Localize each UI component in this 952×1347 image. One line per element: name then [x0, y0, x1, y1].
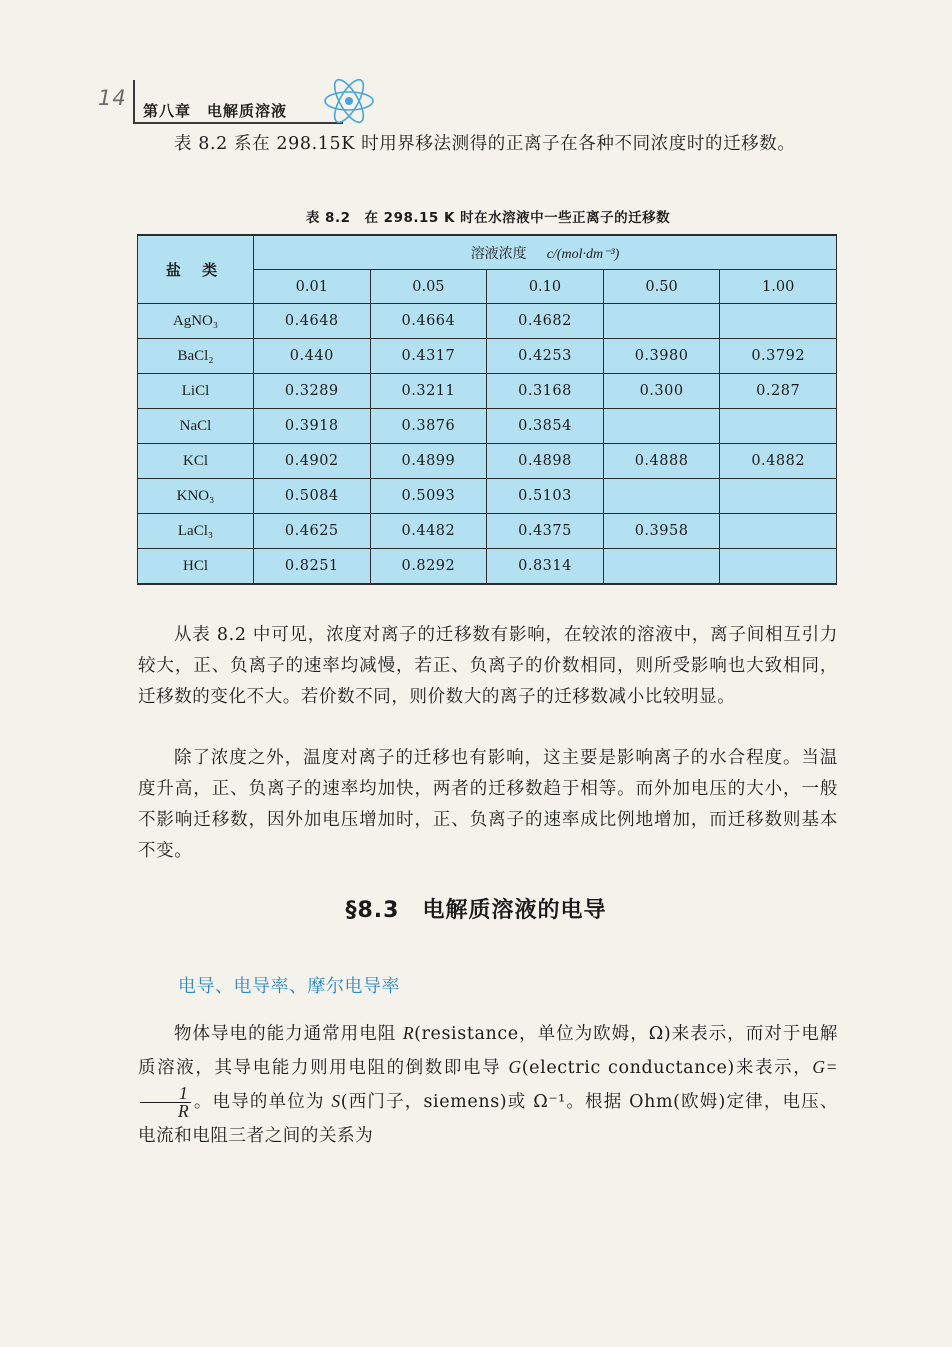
table-cell: 0.4682 — [487, 304, 604, 339]
table-cell: 0.5084 — [254, 479, 371, 514]
table-cell — [720, 304, 837, 339]
table-cell — [603, 304, 720, 339]
table-row — [138, 409, 837, 444]
table-cell: 0.3958 — [603, 514, 720, 549]
table-row — [138, 304, 837, 339]
page-number: 14 — [98, 86, 127, 110]
table-cell — [603, 409, 720, 444]
concentration-value: 0.05 — [370, 270, 487, 304]
paragraph-concentration-effect: 从表 8.2 中可见，浓度对离子的迁移数有影响，在较浓的溶液中，离子间相互引力较大，正、负离子的速率均减慢，若正、负离子的价数相同，则所受影响也大致相同，迁移数的变化不大。若价数不同，则价数大的离子的迁移数减小比较明显。 — [138, 625, 838, 707]
salt-name: LiCl — [138, 374, 254, 409]
table-cell — [720, 409, 837, 444]
table-cell: 0.4482 — [370, 514, 487, 549]
header-divider-horizontal — [133, 122, 343, 124]
table-cell: 0.4902 — [254, 444, 371, 479]
text-run: (electric conductance)来表示， — [521, 1058, 813, 1078]
equation-lhs: G= — [812, 1057, 839, 1077]
table-cell — [720, 479, 837, 514]
table-row — [138, 444, 837, 479]
concentration-value: 0.50 — [603, 270, 720, 304]
concentration-label: 溶液浓度 — [470, 245, 527, 262]
table-cell: 0.8314 — [487, 549, 604, 585]
fraction-denominator: R — [178, 1101, 190, 1121]
table-cell: 0.4664 — [370, 304, 487, 339]
table-cell: 0.4888 — [603, 444, 720, 479]
paragraph-temperature-effect: 除了浓度之外，温度对离子的迁移也有影响，这主要是影响离子的水合程度。当温度升高，正、负离子的速率均加快，两者的迁移数趋于相等。而外加电压的大小，一般不影响迁移数，因外加电压增加时，正、负离子的速率成比例地增加，而迁移数则基本不变。 — [138, 748, 838, 861]
symbol-siemens: S — [331, 1091, 341, 1111]
intro-paragraph: 表 8.2 系在 298.15K 时用界移法测得的正离子在各种不同浓度时的迁移数。 — [174, 134, 796, 154]
salt-name: AgNO₃ — [138, 304, 254, 339]
table-cell: 0.5103 — [487, 479, 604, 514]
table-cell: 0.3980 — [603, 339, 720, 374]
table-cell: 0.440 — [254, 339, 371, 374]
table-cell: 0.4648 — [254, 304, 371, 339]
salt-name: KCl — [138, 444, 254, 479]
text-run: (resistance，单位为欧姆，Ω)来表示，而对于电解质溶液，其导电能力则用电阻的倒数即电导 — [138, 1024, 838, 1078]
table-row — [138, 374, 837, 409]
salt-name: NaCl — [138, 409, 254, 444]
table-cell: 0.3211 — [370, 374, 487, 409]
text-run: 。电导的单位为 — [193, 1092, 332, 1112]
table-row — [138, 339, 837, 374]
table-cell: 0.4898 — [487, 444, 604, 479]
table-cell: 0.3876 — [370, 409, 487, 444]
table-header-row — [138, 235, 837, 270]
header-divider-vertical — [133, 80, 135, 124]
table-row — [138, 549, 837, 585]
table-caption: 表 8.2 在 298.15 K 时在水溶液中一些正离子的迁移数 — [305, 210, 671, 226]
table-cell: 0.4317 — [370, 339, 487, 374]
symbol-resistance: R — [402, 1023, 415, 1043]
symbol-conductance: G — [508, 1057, 522, 1077]
table-cell: 0.4882 — [720, 444, 837, 479]
paragraph-conductance — [138, 1017, 838, 1153]
salt-column-header: 盐 类 — [138, 235, 254, 304]
concentration-header — [254, 235, 837, 270]
table-cell: 0.3918 — [254, 409, 371, 444]
table-cell: 0.5093 — [370, 479, 487, 514]
table-cell: 0.3168 — [487, 374, 604, 409]
salt-name: HCl — [138, 549, 254, 585]
table-cell — [720, 514, 837, 549]
concentration-value: 1.00 — [720, 270, 837, 304]
text-run: (西门子，siemens)或 Ω⁻¹。根据 Ohm(欧姆)定律，电压、电流和电阻三者之间的关系为 — [138, 1092, 838, 1146]
chapter-title: 第八章 电解质溶液 — [143, 102, 288, 120]
atom-icon — [320, 72, 378, 130]
table-row — [138, 479, 837, 514]
table-cell: 0.4375 — [487, 514, 604, 549]
table-cell — [603, 549, 720, 585]
table-cell: 0.3289 — [254, 374, 371, 409]
table-cell: 0.3854 — [487, 409, 604, 444]
table-cell: 0.3792 — [720, 339, 837, 374]
salt-name: BaCl₂ — [138, 339, 254, 374]
table-cell: 0.8292 — [370, 549, 487, 585]
concentration-value: 0.10 — [487, 270, 604, 304]
text-run: 物体导电的能力通常用电阻 — [174, 1024, 403, 1044]
table-cell: 0.287 — [720, 374, 837, 409]
table-cell: 0.4625 — [254, 514, 371, 549]
concentration-unit: c/(mol·dm⁻³) — [546, 246, 620, 262]
concentration-value: 0.01 — [254, 270, 371, 304]
table-cell: 0.300 — [603, 374, 720, 409]
fraction-numerator: 1 — [140, 1085, 191, 1103]
transference-number-table — [137, 234, 837, 585]
table-cell — [720, 549, 837, 585]
table-cell — [603, 479, 720, 514]
table-cell: 0.4899 — [370, 444, 487, 479]
subsection-title: 电导、电导率、摩尔电导率 — [178, 976, 400, 997]
salt-name: KNO₃ — [138, 479, 254, 514]
fraction-one-over-r — [140, 1085, 191, 1120]
table-cell: 0.4253 — [487, 339, 604, 374]
table-row — [138, 514, 837, 549]
section-title: §8.3 电解质溶液的电导 — [345, 898, 607, 923]
table-cell: 0.8251 — [254, 549, 371, 585]
salt-name: LaCl₃ — [138, 514, 254, 549]
